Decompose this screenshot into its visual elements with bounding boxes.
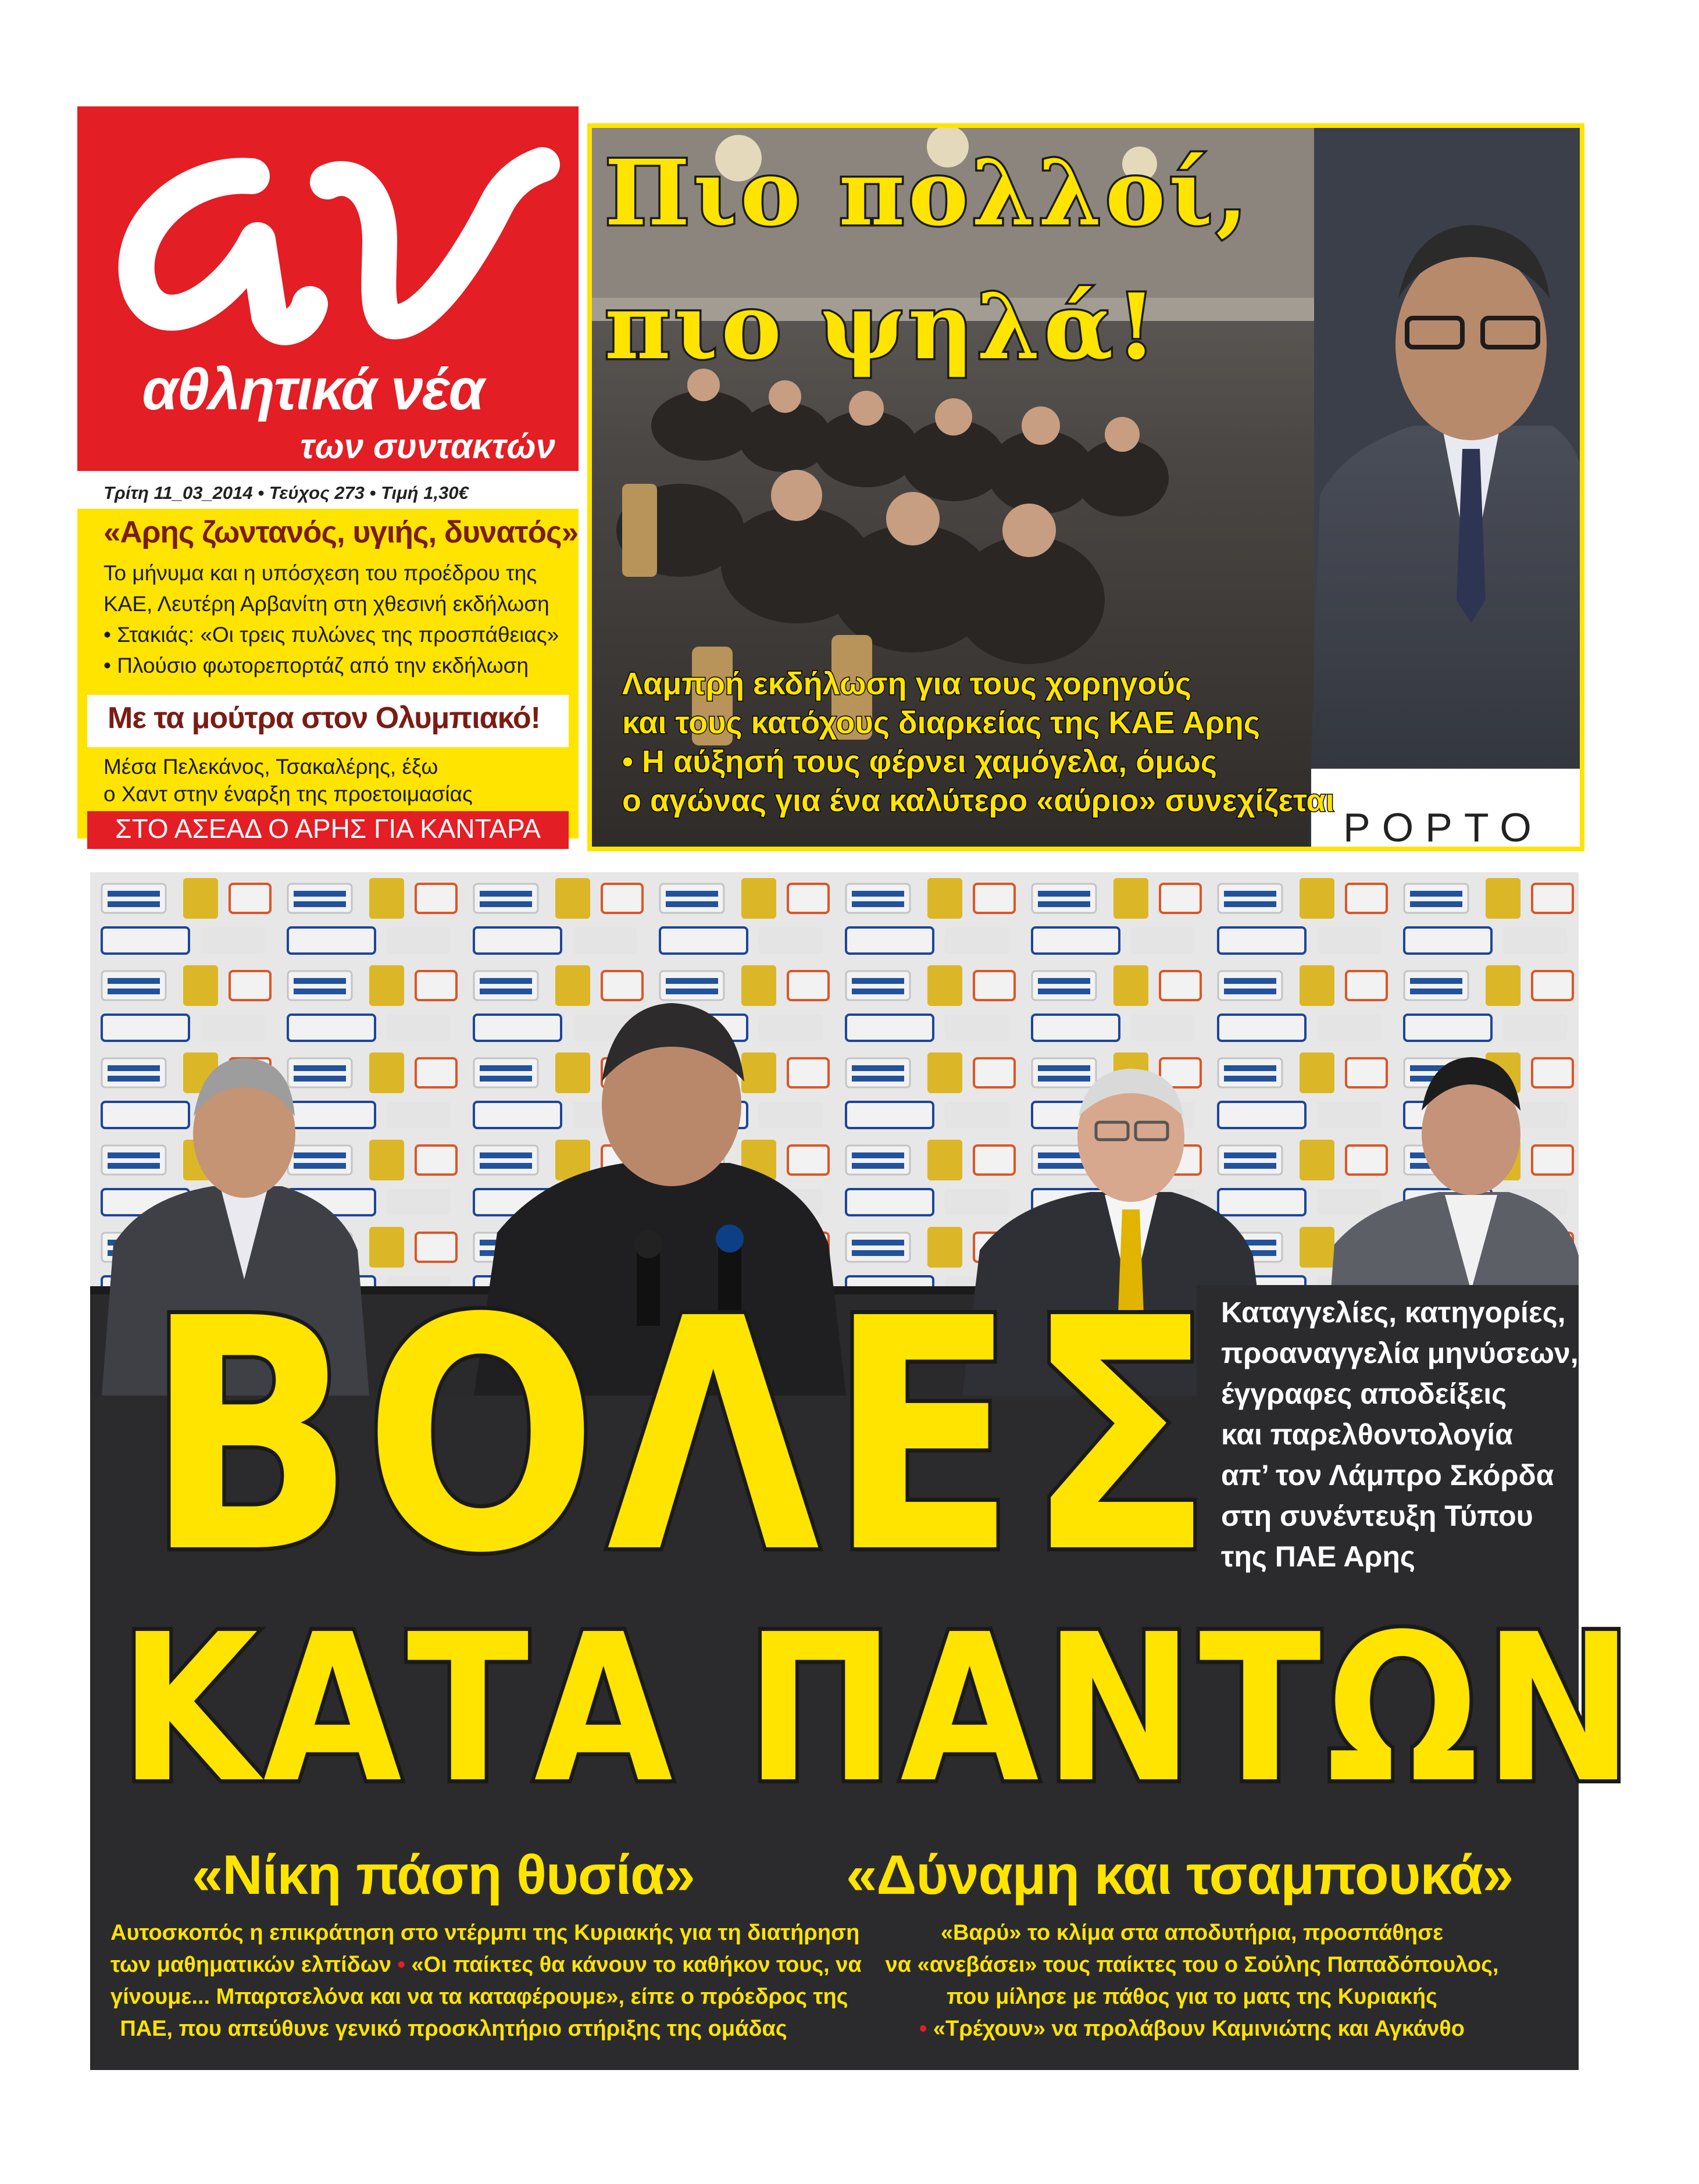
right-sub-line: «Βαρύ» το κλίμα στα αποδυτήρια, προσπάθησε — [940, 1921, 1444, 1945]
banner-text[interactable]: ΣΤΟ ΑΣΕΑΔ Ο ΑΡΗΣ ΓΙΑ ΚΑΝΤΑΡΑ — [115, 813, 541, 844]
issue-info: Τρίτη 11_03_2014 • Τεύχος 273 • Τιμή 1,30€ — [103, 483, 469, 503]
main-side-line: στη συνέντευξη Τύπου — [1221, 1500, 1533, 1532]
right-sub-line-part: «Τρέχουν» να προλάβουν Καμινιώτης και Αγκάνθο — [933, 2017, 1465, 2041]
story1-headline[interactable]: «Αρης ζωντανός, υγιής, δυνατός» — [103, 515, 579, 549]
left-sub-line: ΠΑΕ, που απεύθυνε γενικό προσκλητήριο στήριξης της ομάδας — [120, 2017, 787, 2041]
right-subhead[interactable]: «Δύναμη και τσαμπουκά» — [846, 1844, 1514, 1906]
story2-line: Μέσα Πελεκάνος, Τσακαλέρης, έξω — [103, 755, 438, 779]
story1-line: Το μήνυμα και η υπόσχεση του προέδρου της — [103, 561, 537, 585]
left-sub-line: Αυτοσκοπός η επικράτηση στο ντέρμπι της Κυριακής για τη διατήρηση — [110, 1921, 860, 1945]
left-subhead[interactable]: «Νίκη πάση θυσία» — [192, 1844, 695, 1906]
story2-line: ο Χαντ στην έναρξη της προετοιμασίας — [103, 782, 473, 806]
main-side-line: Καταγγελίες, κατηγορίες, — [1221, 1296, 1566, 1329]
story1-line: • Στακιάς: «Οι τρεις πυλώνες της προσπάθειας» — [103, 623, 559, 647]
story1-line: • Πλούσιο φωτορεπορτάζ από την εκδήλωση — [103, 654, 529, 677]
left-sub-line-part: των μαθηματικών ελπίδων — [110, 1953, 391, 1977]
left-sub-line-part: «Οι παίκτες θα κάνουν το καθήκον τους, να — [411, 1953, 862, 1977]
logo-mark-av — [77, 106, 579, 362]
main-side-line: και παρελθοντολογία — [1221, 1418, 1513, 1451]
story2-headline[interactable]: Με τα μούτρα στον Ολυμπιακό! — [108, 701, 540, 735]
logo-subtext: των συντακτών — [300, 427, 555, 466]
main-side-line: έγγραφες αποδείξεις — [1221, 1378, 1507, 1410]
top-headline-line2[interactable]: πιο ψηλά! — [605, 273, 1160, 380]
top-headline-line1[interactable]: Πιο πολλοί, — [605, 140, 1251, 246]
main-side-line: απ’ τον Λάμπρο Σκόρδα — [1221, 1459, 1554, 1491]
left-sub-line: γίνουμε... Μπαρτσελόνα και να τα καταφέρουμε», είπε ο πρόεδρος της — [110, 1985, 848, 2009]
main-headline-line1[interactable]: ΒΟΛΕΣ — [145, 1250, 1223, 1623]
photo-caption-line: ο αγώνας για ένα καλύτερο «αύριο» συνεχίζεται — [622, 783, 1334, 818]
svg-text:ΡΟΡΤΟ: ΡΟΡΤΟ — [1343, 805, 1543, 850]
photo-caption-line: και τους κατόχους διαρκείας της ΚΑΕ Αρης — [622, 705, 1260, 740]
main-side-line: της ΠΑΕ Αρης — [1221, 1540, 1415, 1573]
right-sub-line: που μίλησε με πάθος για το ματς της Κυριακής — [947, 1985, 1437, 2009]
masthead-logo[interactable] — [77, 106, 579, 471]
right-sub-line: να «ανεβάσει» τους παίκτες του ο Σούλης Παπαδόπουλος, — [885, 1953, 1499, 1977]
photo-caption-line: • Η αύξησή τους φέρνει χαμόγελα, όμως — [622, 744, 1217, 779]
logo-text: αθλητικά νέα — [142, 357, 484, 422]
right-sub-line — [849, 2017, 1535, 2042]
photo-caption-line: Λαμπρή εκδήλωση για τους χορηγούς — [622, 666, 1191, 701]
left-sub-line — [110, 1953, 862, 1978]
main-side-line: προαναγγελία μηνύσεων, — [1221, 1337, 1579, 1369]
bullet: • — [397, 1953, 405, 1977]
story1-line: ΚΑΕ, Λευτέρη Αρβανίτη στη χθεσινή εκδήλωση — [103, 592, 549, 616]
main-headline-line2[interactable]: ΚΑΤΑ ΠΑΝΤΩΝ — [119, 1590, 1639, 1828]
bullet: • — [919, 2017, 927, 2041]
